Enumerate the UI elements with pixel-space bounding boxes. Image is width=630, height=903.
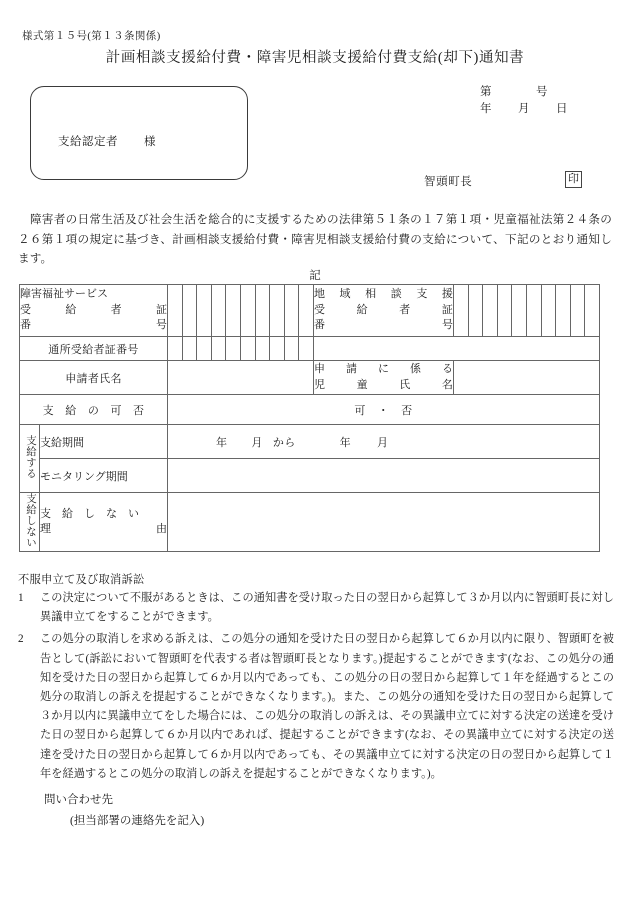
label-char: 証 [155, 303, 167, 316]
label-line-1-text: 障害福祉サービス [20, 288, 108, 301]
label-line-1 [20, 287, 167, 303]
label-decision: 支 給 の 可 否 [20, 395, 168, 425]
label-child-name [313, 361, 453, 395]
regional-cert-digit-3[interactable] [483, 285, 498, 337]
appeal-item [18, 630, 614, 784]
daycare-cert-digit-8[interactable] [270, 337, 285, 361]
label-char: 支 [416, 288, 428, 301]
label-char: 児 [313, 378, 325, 391]
label-char: に [377, 363, 389, 375]
form-number: 様式第１５号(第１３条関係) [22, 31, 161, 42]
daycare-cert-spacer-cell [313, 337, 599, 361]
appeal-section-heading: 不服申立て及び取消訴訟 [18, 574, 145, 586]
label-line-2 [20, 303, 167, 319]
label-line-2 [40, 522, 167, 538]
table-row-decision [20, 395, 600, 425]
group-label-approved-text: 支給する [25, 435, 36, 479]
label-char: る [441, 363, 453, 375]
label-char: 号 [156, 319, 167, 332]
decision-separator: ・ [377, 404, 390, 417]
label-char: 請 [345, 363, 357, 375]
welfare-cert-digit-6[interactable] [240, 285, 255, 337]
table-row-rejection-reason [20, 493, 600, 552]
label-rejection-reason [40, 493, 168, 552]
document-number-row [480, 84, 600, 101]
seal-icon: 印 [565, 171, 582, 188]
appeal-item-text: この決定について不服があるときは、この通知書を受け取った日の翌日から起算して３か月以内に智頭町長に対し異議申立てをすることができます。 [40, 592, 614, 624]
label-char: 係 [409, 363, 421, 375]
decision-option-reject[interactable]: 否 [401, 404, 413, 417]
regional-cert-digit-1[interactable] [453, 285, 468, 337]
label-applicant-name: 申請者氏名 [20, 361, 168, 395]
label-char: 由 [156, 523, 167, 535]
label-char: 番 [20, 319, 31, 332]
label-char: 者 [110, 303, 122, 316]
label-char: 名 [441, 378, 453, 391]
label-char: 童 [356, 378, 368, 391]
table-row-payment-period [20, 425, 600, 459]
regional-cert-digit-5[interactable] [512, 285, 527, 337]
document-date-row [480, 101, 600, 118]
daycare-cert-digit-6[interactable] [240, 337, 255, 361]
period-end-year: 年 [339, 436, 352, 449]
label-char: 談 [390, 288, 402, 301]
welfare-cert-digit-10[interactable] [299, 285, 314, 337]
appeal-item-text: この処分の取消しを求める訴えは、この処分の通知を受けた日の翌日から起算して６か月以内に限り、智頭町を被告として(訴訟において智頭町を代表する者は智頭町長となります。)提起することができます(なお、この処分の通知を受けた日の翌日から起算して６か月以内であっても、この処分の日の翌日から起算して１年を経過するとこの処分の取消しの訴えを提起することができなくなります。)。また、この処分の通知を受けた日の翌日から起算して３か月以内に異議申立てをした場合には、この処分の取消しの訴えは、その異議申立てに対する決定の送達を受けた日の翌日から起算して６か月以内であれば、提起することができます(なお、その異議申立てに対する決定の送達を受けた日の翌日から起算して６か月以内であっても、その異議申立てに対する決定の日の翌日から起算して１年を経過するとこの処分の取消しの訴えを提起することができなくなります。)。 [40, 633, 614, 780]
label-char: 給 [65, 303, 77, 316]
label-line-2 [314, 303, 453, 319]
label-line-3 [20, 318, 167, 334]
welfare-cert-digit-9[interactable] [284, 285, 299, 337]
label-char: 受 [313, 303, 325, 316]
daycare-cert-digit-3[interactable] [197, 337, 212, 361]
welfare-cert-digit-4[interactable] [211, 285, 226, 337]
regional-cert-digit-6[interactable] [526, 285, 541, 337]
table-row-monitoring-period [20, 459, 600, 493]
appeal-item-number: 1 [18, 592, 24, 604]
group-label-approved [20, 425, 40, 493]
welfare-cert-digit-8[interactable] [270, 285, 285, 337]
date-month-label: 月 [518, 103, 530, 115]
label-char: 号 [441, 319, 453, 332]
label-char: 理 [40, 523, 51, 535]
label-daycare-cert-number: 通所受給者証番号 [20, 337, 168, 361]
regional-cert-digit-8[interactable] [556, 285, 571, 337]
table-row-daycare-cert [20, 337, 600, 361]
label-char: 相 [365, 288, 377, 301]
recipient-honorific: 様 [144, 136, 156, 148]
label-welfare-service-cert-number [20, 285, 168, 337]
daycare-cert-digit-9[interactable] [284, 337, 299, 361]
daycare-cert-digit-1[interactable] [168, 337, 183, 361]
regional-cert-digit-7[interactable] [541, 285, 556, 337]
document-number-prefix: 第 [480, 86, 492, 98]
period-start-year: 年 [216, 436, 228, 449]
period-kara: から [272, 436, 296, 449]
regional-cert-digit-10[interactable] [585, 285, 600, 337]
contact-heading: 問い合わせ先 [44, 794, 113, 806]
ki-marker: 記 [309, 270, 321, 282]
daycare-cert-digit-4[interactable] [211, 337, 226, 361]
document-title: 計画相談支援給付費・障害児相談支援給付費支給(却下)通知書 [105, 50, 525, 66]
daycare-cert-digit-10[interactable] [299, 337, 314, 361]
daycare-cert-digit-5[interactable] [226, 337, 241, 361]
label-char: 申 [313, 363, 325, 375]
label-line-1-text: 支 給 し な い [40, 507, 139, 520]
recipient-text [58, 133, 156, 149]
label-line-3 [314, 318, 453, 334]
payment-period-fields [168, 437, 388, 449]
regional-cert-digit-4[interactable] [497, 285, 512, 337]
decision-option-approve[interactable]: 可 [354, 404, 366, 417]
welfare-cert-digit-2[interactable] [182, 285, 197, 337]
appeal-item-number: 2 [18, 633, 24, 646]
label-line-1 [40, 507, 167, 523]
payment-period-value-cell[interactable] [168, 425, 600, 459]
welfare-cert-digit-1[interactable] [168, 285, 183, 337]
appeal-list [18, 589, 614, 787]
contact-note: (担当部署の連絡先を記入) [70, 815, 205, 827]
welfare-cert-digit-3[interactable] [197, 285, 212, 337]
child-name-value[interactable] [453, 361, 599, 395]
monitoring-period-value-cell[interactable] [168, 459, 600, 493]
label-char: 受 [20, 303, 31, 316]
label-char: 地 [313, 288, 325, 301]
regional-cert-digit-9[interactable] [570, 285, 585, 337]
daycare-cert-digit-2[interactable] [182, 337, 197, 361]
period-start-month: 月 [251, 436, 263, 449]
label-char: 氏 [399, 378, 411, 391]
issuer-name: 智頭町長 [424, 176, 473, 188]
label-regional-support-cert-number [313, 285, 453, 337]
document-number-suffix: 号 [536, 86, 548, 98]
recipient-label: 支給認定者 [58, 136, 118, 148]
daycare-cert-digit-7[interactable] [255, 337, 270, 361]
table-row-applicant-name [20, 361, 600, 395]
period-end-month: 月 [377, 436, 389, 449]
label-payment-period: 支給期間 [40, 425, 168, 459]
date-year-label: 年 [480, 103, 492, 115]
group-label-not-approved [20, 493, 40, 552]
label-line-2 [314, 378, 453, 394]
regional-cert-digit-2[interactable] [468, 285, 483, 337]
label-line-1 [314, 362, 453, 378]
label-char: 番 [313, 319, 325, 332]
contact-section [44, 790, 204, 832]
notification-table [19, 284, 600, 552]
date-day-label: 日 [556, 103, 568, 115]
appeal-item [18, 589, 614, 627]
rejection-reason-value-cell[interactable] [168, 493, 600, 552]
welfare-cert-digit-7[interactable] [255, 285, 270, 337]
label-char: 給 [356, 303, 368, 316]
label-char: 証 [441, 303, 453, 316]
label-char: 域 [339, 288, 351, 301]
label-char: 援 [441, 288, 453, 301]
decision-value-cell[interactable] [168, 395, 600, 425]
label-monitoring-period: モニタリング期間 [40, 459, 168, 493]
label-line-1 [314, 287, 453, 303]
body-paragraph: 障害者の日常生活及び社会生活を総合的に支援するための法律第５１条の１７第１項・児童福祉法第２４条の２６第１項の規定に基づき、計画相談支援給付費・障害児相談支援給付費の支給について、下記のとおり通知します。 [18, 213, 612, 265]
group-label-not-approved-text: 支給しない [25, 493, 36, 548]
label-char: 者 [399, 303, 411, 316]
document-meta [480, 84, 600, 118]
table-row-service-cert [20, 285, 600, 337]
welfare-cert-digit-5[interactable] [226, 285, 241, 337]
applicant-name-value[interactable] [168, 361, 314, 395]
